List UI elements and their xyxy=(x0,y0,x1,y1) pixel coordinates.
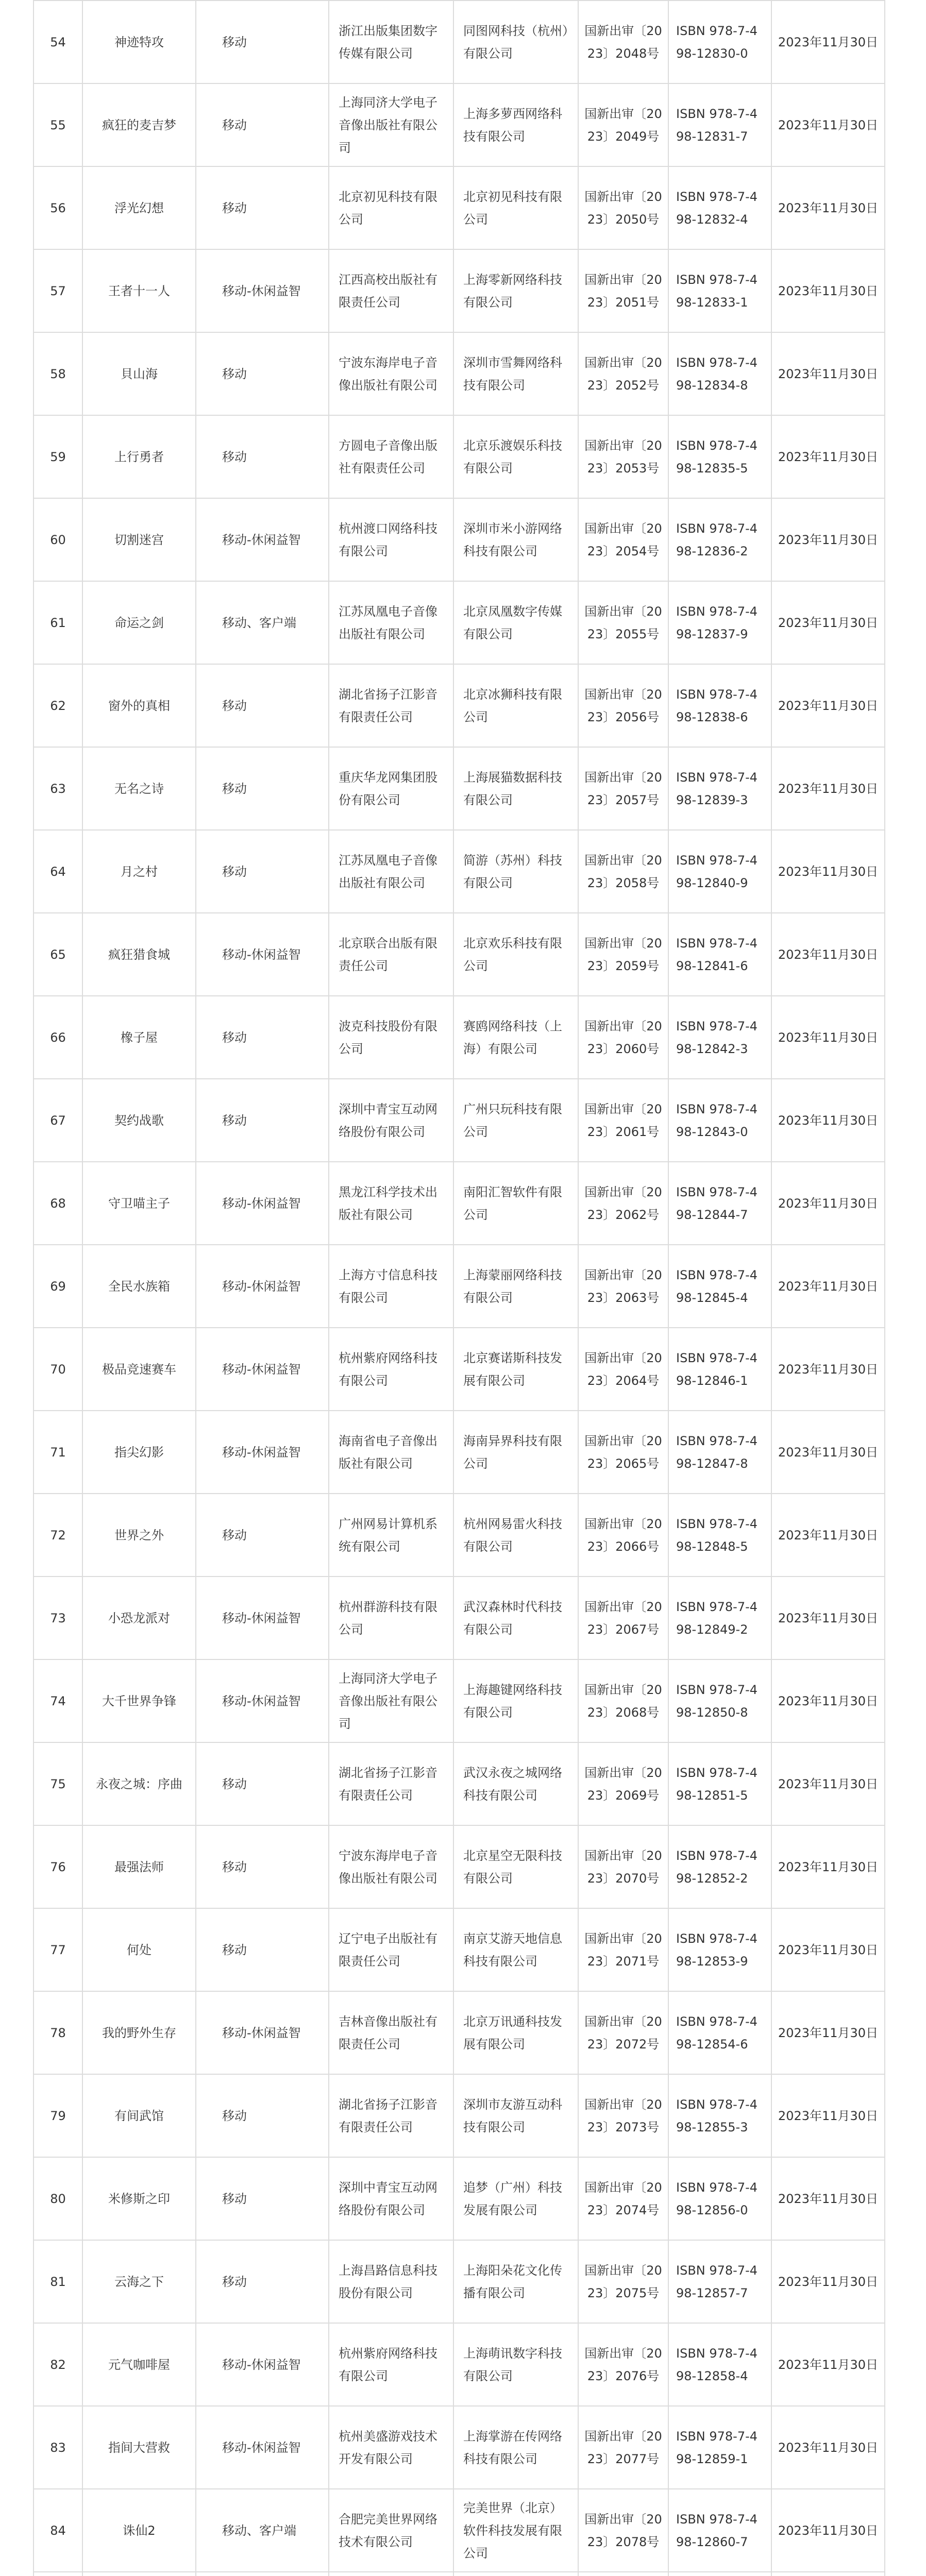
publisher-cell: 湖北省扬子江影音有限责任公司 xyxy=(329,1742,453,1825)
game-category-cell: 移动 xyxy=(196,332,329,415)
game-category-cell: 移动 xyxy=(196,1494,329,1577)
operator-cell: 上海趣键网络科技有限公司 xyxy=(453,1659,578,1742)
publisher-cell: 杭州美盛游戏技术开发有限公司 xyxy=(329,2406,453,2489)
publisher-cell: 上海昌路信息科技股份有限公司 xyxy=(329,2240,453,2323)
publisher-cell: 上海同济大学电子音像出版社有限公司 xyxy=(329,1659,453,1742)
table-row xyxy=(33,996,885,1079)
game-name-cell: 极品竞速赛车 xyxy=(82,1328,196,1411)
row-number-cell: 76 xyxy=(33,1825,82,1908)
table-row xyxy=(33,2157,885,2240)
approval-number-cell: 国新出审〔2023〕2060号 xyxy=(578,996,668,1079)
table-body xyxy=(33,1,885,2576)
table-row xyxy=(33,1328,885,1411)
publisher-cell: 北京初见科技有限公司 xyxy=(329,166,453,249)
row-number-cell: 56 xyxy=(33,166,82,249)
approval-date-cell: 2023年11月30日 xyxy=(771,664,885,747)
row-number-cell: 75 xyxy=(33,1742,82,1825)
game-name-cell: 无名之诗 xyxy=(82,747,196,830)
isbn-cell: ISBN 978-7-498-12837-9 xyxy=(668,581,771,664)
game-category-cell: 移动-休闲益智 xyxy=(196,1162,329,1245)
table-row xyxy=(33,913,885,996)
isbn-cell: ISBN 978-7-498-12851-5 xyxy=(668,1742,771,1825)
approval-date-cell: 2023年11月30日 xyxy=(771,2406,885,2489)
row-number-cell: 66 xyxy=(33,996,82,1079)
approval-date-cell: 2023年11月30日 xyxy=(771,1411,885,1494)
table-row xyxy=(33,1991,885,2074)
approval-date-cell: 2023年11月30日 xyxy=(771,1742,885,1825)
operator-cell: 上海蒙丽网络科技有限公司 xyxy=(453,1245,578,1328)
operator-cell: 杭州网易雷火科技有限公司 xyxy=(453,1494,578,1577)
game-name-cell: 疯狂猎食城 xyxy=(82,913,196,996)
approval-number-cell: 国新出审〔2023〕2051号 xyxy=(578,249,668,332)
approval-number-cell: 国新出审〔2023〕2069号 xyxy=(578,1742,668,1825)
table-row xyxy=(33,1,885,83)
row-number-cell: 83 xyxy=(33,2406,82,2489)
approval-number-cell: 国新出审〔2023〕2073号 xyxy=(578,2074,668,2157)
game-name-cell: 小恐龙派对 xyxy=(82,1577,196,1659)
row-number-cell: 57 xyxy=(33,249,82,332)
isbn-cell: ISBN 978-7-498-12833-1 xyxy=(668,249,771,332)
publisher-cell: 海南省电子音像出版社有限公司 xyxy=(329,1411,453,1494)
operator-cell: 上海多萝西网络科技有限公司 xyxy=(453,83,578,166)
approval-date-cell: 2023年11月30日 xyxy=(771,1,885,83)
row-number-cell: 65 xyxy=(33,913,82,996)
game-name-cell: 永夜之城：序曲 xyxy=(82,1742,196,1825)
row-number-cell: 54 xyxy=(33,1,82,83)
publisher-cell: 江苏凤凰电子音像出版社有限公司 xyxy=(329,581,453,664)
row-number-cell: 58 xyxy=(33,332,82,415)
operator-cell: 海南异界科技有限公司 xyxy=(453,1411,578,1494)
isbn-cell: ISBN 978-7-498-12860-7 xyxy=(668,2489,771,2572)
publisher-cell: 上海方寸信息科技有限公司 xyxy=(329,1245,453,1328)
approval-date-cell: 2023年11月30日 xyxy=(771,1245,885,1328)
approval-date-cell: 2023年11月30日 xyxy=(771,166,885,249)
isbn-cell: ISBN 978-7-498-12849-2 xyxy=(668,1577,771,1659)
operator-cell: 北京星空无限科技有限公司 xyxy=(453,1825,578,1908)
row-number-cell: 60 xyxy=(33,498,82,581)
approval-date-cell: 2023年11月30日 xyxy=(771,2240,885,2323)
approval-number-cell: 国新出审〔2023〕2075号 xyxy=(578,2240,668,2323)
game-name-cell: 何处 xyxy=(82,1908,196,1991)
approval-number-cell: 国新出审〔2023〕2055号 xyxy=(578,581,668,664)
row-number-cell: 73 xyxy=(33,1577,82,1659)
game-category-cell: 移动-休闲益智 xyxy=(196,913,329,996)
approval-date-cell: 2023年11月30日 xyxy=(771,2074,885,2157)
isbn-cell: ISBN 978-7-498-12846-1 xyxy=(668,1328,771,1411)
approval-number-cell: 国新出审〔2023〕2070号 xyxy=(578,1825,668,1908)
operator-cell: 南京艾游天地信息科技有限公司 xyxy=(453,1908,578,1991)
approval-date-cell: 2023年11月30日 xyxy=(771,581,885,664)
approval-date-cell: 2023年11月30日 xyxy=(771,1577,885,1659)
approval-number-cell: 国新出审〔2023〕2056号 xyxy=(578,664,668,747)
publisher-cell: 杭州紫府网络科技有限公司 xyxy=(329,1328,453,1411)
approval-number-cell: 国新出审〔2023〕2062号 xyxy=(578,1162,668,1245)
isbn-cell: ISBN 978-7-498-12840-9 xyxy=(668,830,771,913)
game-category-cell: 移动-休闲益智 xyxy=(196,1245,329,1328)
game-category-cell: 移动 xyxy=(196,1908,329,1991)
table-row xyxy=(33,415,885,498)
row-number-cell: 77 xyxy=(33,1908,82,1991)
publisher-cell: 江西高校出版社有限责任公司 xyxy=(329,249,453,332)
isbn-cell: ISBN 978-7-498-12848-5 xyxy=(668,1494,771,1577)
approval-date-cell: 2023年11月30日 xyxy=(771,83,885,166)
approval-number-cell: 国新出审〔2023〕2052号 xyxy=(578,332,668,415)
game-name-cell: 元气咖啡屋 xyxy=(82,2323,196,2406)
game-category-cell: 移动 xyxy=(196,415,329,498)
approval-number-cell xyxy=(578,2572,668,2576)
approval-number-cell: 国新出审〔2023〕2064号 xyxy=(578,1328,668,1411)
approval-number-cell: 国新出审〔2023〕2068号 xyxy=(578,1659,668,1742)
row-number-cell: 63 xyxy=(33,747,82,830)
publisher-cell: 黑龙江科学技术出版社有限公司 xyxy=(329,1162,453,1245)
game-category-cell: 移动 xyxy=(196,166,329,249)
game-category-cell: 移动 xyxy=(196,1079,329,1162)
table-row xyxy=(33,581,885,664)
isbn-cell: ISBN 978-7-498-12857-7 xyxy=(668,2240,771,2323)
approval-date-cell: 2023年11月30日 xyxy=(771,498,885,581)
game-name-cell: 橡子屋 xyxy=(82,996,196,1079)
row-number-cell: 68 xyxy=(33,1162,82,1245)
approval-number-cell: 国新出审〔2023〕2078号 xyxy=(578,2489,668,2572)
game-category-cell: 移动-休闲益智 xyxy=(196,1328,329,1411)
game-category-cell: 移动 xyxy=(196,1742,329,1825)
game-name-cell xyxy=(82,2572,196,2576)
approval-number-cell: 国新出审〔2023〕2071号 xyxy=(578,1908,668,1991)
operator-cell: 上海掌游在传网络科技有限公司 xyxy=(453,2406,578,2489)
publisher-cell: 北京联合出版有限责任公司 xyxy=(329,913,453,996)
operator-cell: 广州只玩科技有限公司 xyxy=(453,1079,578,1162)
row-number-cell: 64 xyxy=(33,830,82,913)
publisher-cell: 湖北省扬子江影音有限责任公司 xyxy=(329,664,453,747)
isbn-cell: ISBN 978-7-498-12852-2 xyxy=(668,1825,771,1908)
approval-date-cell: 2023年11月30日 xyxy=(771,2489,885,2572)
table-row xyxy=(33,2323,885,2406)
publisher-cell: 重庆华龙网集团股份有限公司 xyxy=(329,747,453,830)
approval-date-cell: 2023年11月30日 xyxy=(771,747,885,830)
table-row xyxy=(33,2240,885,2323)
table-row xyxy=(33,1659,885,1742)
game-category-cell: 移动 xyxy=(196,664,329,747)
operator-cell: 北京凤凰数字传媒有限公司 xyxy=(453,581,578,664)
isbn-cell: ISBN 978-7-498-12831-7 xyxy=(668,83,771,166)
game-name-cell: 大千世界争锋 xyxy=(82,1659,196,1742)
table-row xyxy=(33,2489,885,2572)
game-name-cell: 浮光幻想 xyxy=(82,166,196,249)
approval-number-cell: 国新出审〔2023〕2063号 xyxy=(578,1245,668,1328)
publisher-cell: 湖北省扬子江影音有限责任公司 xyxy=(329,2074,453,2157)
row-number-cell: 78 xyxy=(33,1991,82,2074)
isbn-cell: ISBN 978-7-498-12832-4 xyxy=(668,166,771,249)
table-row xyxy=(33,1908,885,1991)
table-row xyxy=(33,332,885,415)
row-number-cell xyxy=(33,2572,82,2576)
isbn-cell: ISBN 978-7-498-12854-6 xyxy=(668,1991,771,2074)
isbn-cell: ISBN 978-7-498-12843-0 xyxy=(668,1079,771,1162)
approval-date-cell: 2023年11月30日 xyxy=(771,1079,885,1162)
game-name-cell: 神迹特攻 xyxy=(82,1,196,83)
row-number-cell: 59 xyxy=(33,415,82,498)
game-name-cell: 貝山海 xyxy=(82,332,196,415)
isbn-cell: ISBN 978-7-498-12836-2 xyxy=(668,498,771,581)
operator-cell: 北京万讯通科技发展有限公司 xyxy=(453,1991,578,2074)
publisher-cell xyxy=(329,2572,453,2576)
publisher-cell: 上海同济大学电子音像出版社有限公司 xyxy=(329,83,453,166)
approval-number-cell: 国新出审〔2023〕2059号 xyxy=(578,913,668,996)
table-row xyxy=(33,83,885,166)
approval-number-cell: 国新出审〔2023〕2066号 xyxy=(578,1494,668,1577)
operator-cell: 深圳市雪舞网络科技有限公司 xyxy=(453,332,578,415)
approval-date-cell: 2023年11月30日 xyxy=(771,1494,885,1577)
operator-cell: 南阳汇智软件有限公司 xyxy=(453,1162,578,1245)
operator-cell: 北京初见科技有限公司 xyxy=(453,166,578,249)
game-category-cell: 移动 xyxy=(196,2157,329,2240)
isbn-cell: ISBN 978-7-498-12853-9 xyxy=(668,1908,771,1991)
approval-date-cell: 2023年11月30日 xyxy=(771,830,885,913)
isbn-cell: ISBN 978-7-498-12830-0 xyxy=(668,1,771,83)
game-name-cell: 切割迷宫 xyxy=(82,498,196,581)
operator-cell: 北京乐渡娱乐科技有限公司 xyxy=(453,415,578,498)
table-row xyxy=(33,166,885,249)
game-name-cell: 米修斯之印 xyxy=(82,2157,196,2240)
isbn-cell: ISBN 978-7-498-12847-8 xyxy=(668,1411,771,1494)
table-row xyxy=(33,2074,885,2157)
isbn-cell: ISBN 978-7-498-12841-6 xyxy=(668,913,771,996)
row-number-cell: 74 xyxy=(33,1659,82,1742)
game-category-cell: 移动 xyxy=(196,2240,329,2323)
publisher-cell: 合肥完美世界网络技术有限公司 xyxy=(329,2489,453,2572)
isbn-cell: ISBN 978-7-498-12850-8 xyxy=(668,1659,771,1742)
game-name-cell: 契约战歌 xyxy=(82,1079,196,1162)
game-category-cell: 移动-休闲益智 xyxy=(196,2406,329,2489)
game-name-cell: 月之村 xyxy=(82,830,196,913)
game-name-cell: 有间武馆 xyxy=(82,2074,196,2157)
approval-number-cell: 国新出审〔2023〕2061号 xyxy=(578,1079,668,1162)
publisher-cell: 深圳中青宝互动网络股份有限公司 xyxy=(329,2157,453,2240)
operator-cell: 深圳市米小游网络科技有限公司 xyxy=(453,498,578,581)
game-name-cell: 窗外的真相 xyxy=(82,664,196,747)
operator-cell: 上海零新网络科技有限公司 xyxy=(453,249,578,332)
table-row xyxy=(33,2406,885,2489)
table-row xyxy=(33,1162,885,1245)
publisher-cell: 杭州渡口网络科技有限公司 xyxy=(329,498,453,581)
publisher-cell: 宁波东海岸电子音像出版社有限公司 xyxy=(329,332,453,415)
isbn-cell: ISBN 978-7-498-12845-4 xyxy=(668,1245,771,1328)
game-category-cell: 移动-休闲益智 xyxy=(196,1659,329,1742)
publisher-cell: 江苏凤凰电子音像出版社有限公司 xyxy=(329,830,453,913)
publisher-cell: 辽宁电子出版社有限责任公司 xyxy=(329,1908,453,1991)
table-row xyxy=(33,664,885,747)
row-number-cell: 84 xyxy=(33,2489,82,2572)
game-category-cell: 移动 xyxy=(196,1,329,83)
game-name-cell: 最强法师 xyxy=(82,1825,196,1908)
game-name-cell: 守卫喵主子 xyxy=(82,1162,196,1245)
isbn-cell: ISBN 978-7-498-12858-4 xyxy=(668,2323,771,2406)
row-number-cell: 70 xyxy=(33,1328,82,1411)
table-row xyxy=(33,249,885,332)
isbn-cell: ISBN 978-7-498-12844-7 xyxy=(668,1162,771,1245)
game-category-cell: 移动-休闲益智 xyxy=(196,498,329,581)
operator-cell: 追梦（广州）科技发展有限公司 xyxy=(453,2157,578,2240)
game-category-cell: 移动-休闲益智 xyxy=(196,2323,329,2406)
publisher-cell: 广州网易计算机系统有限公司 xyxy=(329,1494,453,1577)
table-row xyxy=(33,1411,885,1494)
approval-date-cell: 2023年11月30日 xyxy=(771,415,885,498)
approval-date-cell: 2023年11月30日 xyxy=(771,2323,885,2406)
approval-number-cell: 国新出审〔2023〕2048号 xyxy=(578,1,668,83)
isbn-cell: ISBN 978-7-498-12856-0 xyxy=(668,2157,771,2240)
approval-date-cell: 2023年11月30日 xyxy=(771,1659,885,1742)
isbn-cell xyxy=(668,2572,771,2576)
table-row xyxy=(33,1245,885,1328)
row-number-cell: 72 xyxy=(33,1494,82,1577)
table-row xyxy=(33,1825,885,1908)
game-category-cell: 移动、客户端 xyxy=(196,581,329,664)
game-name-cell: 疯狂的麦吉梦 xyxy=(82,83,196,166)
publisher-cell: 深圳中青宝互动网络股份有限公司 xyxy=(329,1079,453,1162)
approval-date-cell: 2023年11月30日 xyxy=(771,1162,885,1245)
game-category-cell: 移动 xyxy=(196,996,329,1079)
approval-number-cell: 国新出审〔2023〕2076号 xyxy=(578,2323,668,2406)
operator-cell: 完美世界（北京）软件科技发展有限公司 xyxy=(453,2489,578,2572)
approval-number-cell: 国新出审〔2023〕2053号 xyxy=(578,415,668,498)
operator-cell: 上海展猫数据科技有限公司 xyxy=(453,747,578,830)
game-category-cell: 移动 xyxy=(196,830,329,913)
isbn-cell: ISBN 978-7-498-12859-1 xyxy=(668,2406,771,2489)
game-category-cell: 移动 xyxy=(196,747,329,830)
publisher-cell: 波克科技股份有限公司 xyxy=(329,996,453,1079)
row-number-cell: 67 xyxy=(33,1079,82,1162)
table-row xyxy=(33,830,885,913)
isbn-cell: ISBN 978-7-498-12839-3 xyxy=(668,747,771,830)
isbn-cell: ISBN 978-7-498-12834-8 xyxy=(668,332,771,415)
isbn-cell: ISBN 978-7-498-12835-5 xyxy=(668,415,771,498)
game-category-cell: 移动 xyxy=(196,1825,329,1908)
approval-number-cell: 国新出审〔2023〕2067号 xyxy=(578,1577,668,1659)
operator-cell: 北京赛诺斯科技发展有限公司 xyxy=(453,1328,578,1411)
publisher-cell: 方圆电子音像出版社有限责任公司 xyxy=(329,415,453,498)
approval-date-cell: 2023年11月30日 xyxy=(771,1825,885,1908)
operator-cell: 武汉永夜之城网络科技有限公司 xyxy=(453,1742,578,1825)
row-number-cell: 62 xyxy=(33,664,82,747)
approval-date-cell: 2023年11月30日 xyxy=(771,2157,885,2240)
game-name-cell: 指尖幻影 xyxy=(82,1411,196,1494)
publisher-cell: 浙江出版集团数字传媒有限公司 xyxy=(329,1,453,83)
game-category-cell: 移动-休闲益智 xyxy=(196,249,329,332)
approval-date-cell: 2023年11月30日 xyxy=(771,249,885,332)
game-name-cell: 世界之外 xyxy=(82,1494,196,1577)
approval-number-cell: 国新出审〔2023〕2050号 xyxy=(578,166,668,249)
approval-number-cell: 国新出审〔2023〕2077号 xyxy=(578,2406,668,2489)
publisher-cell: 宁波东海岸电子音像出版社有限公司 xyxy=(329,1825,453,1908)
game-category-cell: 移动 xyxy=(196,2074,329,2157)
game-category-cell: 移动-休闲益智 xyxy=(196,1411,329,1494)
approval-date-cell: 2023年11月30日 xyxy=(771,1908,885,1991)
table-row xyxy=(33,2572,885,2576)
approval-date-cell xyxy=(771,2572,885,2576)
game-approval-table xyxy=(33,0,885,2576)
game-approval-table-wrapper xyxy=(33,0,884,2576)
approval-date-cell: 2023年11月30日 xyxy=(771,996,885,1079)
operator-cell: 武汉森林时代科技有限公司 xyxy=(453,1577,578,1659)
approval-date-cell: 2023年11月30日 xyxy=(771,332,885,415)
publisher-cell: 杭州群游科技有限公司 xyxy=(329,1577,453,1659)
operator-cell: 北京欢乐科技有限公司 xyxy=(453,913,578,996)
table-row xyxy=(33,1742,885,1825)
approval-number-cell: 国新出审〔2023〕2057号 xyxy=(578,747,668,830)
approval-number-cell: 国新出审〔2023〕2074号 xyxy=(578,2157,668,2240)
game-category-cell xyxy=(196,2572,329,2576)
row-number-cell: 82 xyxy=(33,2323,82,2406)
row-number-cell: 81 xyxy=(33,2240,82,2323)
game-category-cell: 移动 xyxy=(196,83,329,166)
approval-number-cell: 国新出审〔2023〕2065号 xyxy=(578,1411,668,1494)
game-name-cell: 全民水族箱 xyxy=(82,1245,196,1328)
table-row xyxy=(33,498,885,581)
row-number-cell: 61 xyxy=(33,581,82,664)
isbn-cell: ISBN 978-7-498-12842-3 xyxy=(668,996,771,1079)
row-number-cell: 69 xyxy=(33,1245,82,1328)
row-number-cell: 55 xyxy=(33,83,82,166)
approval-number-cell: 国新出审〔2023〕2058号 xyxy=(578,830,668,913)
operator-cell: 简游（苏州）科技有限公司 xyxy=(453,830,578,913)
operator-cell: 同图网科技（杭州）有限公司 xyxy=(453,1,578,83)
publisher-cell: 吉林音像出版社有限责任公司 xyxy=(329,1991,453,2074)
game-name-cell: 指间大营救 xyxy=(82,2406,196,2489)
game-name-cell: 命运之剑 xyxy=(82,581,196,664)
operator-cell: 赛鸥网络科技（上海）有限公司 xyxy=(453,996,578,1079)
approval-date-cell: 2023年11月30日 xyxy=(771,1991,885,2074)
row-number-cell: 80 xyxy=(33,2157,82,2240)
operator-cell xyxy=(453,2572,578,2576)
operator-cell: 北京冰狮科技有限公司 xyxy=(453,664,578,747)
isbn-cell: ISBN 978-7-498-12838-6 xyxy=(668,664,771,747)
approval-date-cell: 2023年11月30日 xyxy=(771,913,885,996)
row-number-cell: 71 xyxy=(33,1411,82,1494)
game-name-cell: 上行勇者 xyxy=(82,415,196,498)
game-category-cell: 移动-休闲益智 xyxy=(196,1577,329,1659)
game-category-cell: 移动、客户端 xyxy=(196,2489,329,2572)
approval-number-cell: 国新出审〔2023〕2072号 xyxy=(578,1991,668,2074)
operator-cell: 上海阳朵花文化传播有限公司 xyxy=(453,2240,578,2323)
table-row xyxy=(33,1494,885,1577)
game-name-cell: 我的野外生存 xyxy=(82,1991,196,2074)
approval-date-cell: 2023年11月30日 xyxy=(771,1328,885,1411)
table-row xyxy=(33,1079,885,1162)
game-name-cell: 云海之下 xyxy=(82,2240,196,2323)
approval-number-cell: 国新出审〔2023〕2054号 xyxy=(578,498,668,581)
operator-cell: 上海萌讯数字科技有限公司 xyxy=(453,2323,578,2406)
operator-cell: 深圳市友游互动科技有限公司 xyxy=(453,2074,578,2157)
approval-number-cell: 国新出审〔2023〕2049号 xyxy=(578,83,668,166)
isbn-cell: ISBN 978-7-498-12855-3 xyxy=(668,2074,771,2157)
game-name-cell: 王者十一人 xyxy=(82,249,196,332)
table-row xyxy=(33,747,885,830)
game-category-cell: 移动-休闲益智 xyxy=(196,1991,329,2074)
game-name-cell: 诛仙2 xyxy=(82,2489,196,2572)
row-number-cell: 79 xyxy=(33,2074,82,2157)
table-row xyxy=(33,1577,885,1659)
publisher-cell: 杭州紫府网络科技有限公司 xyxy=(329,2323,453,2406)
